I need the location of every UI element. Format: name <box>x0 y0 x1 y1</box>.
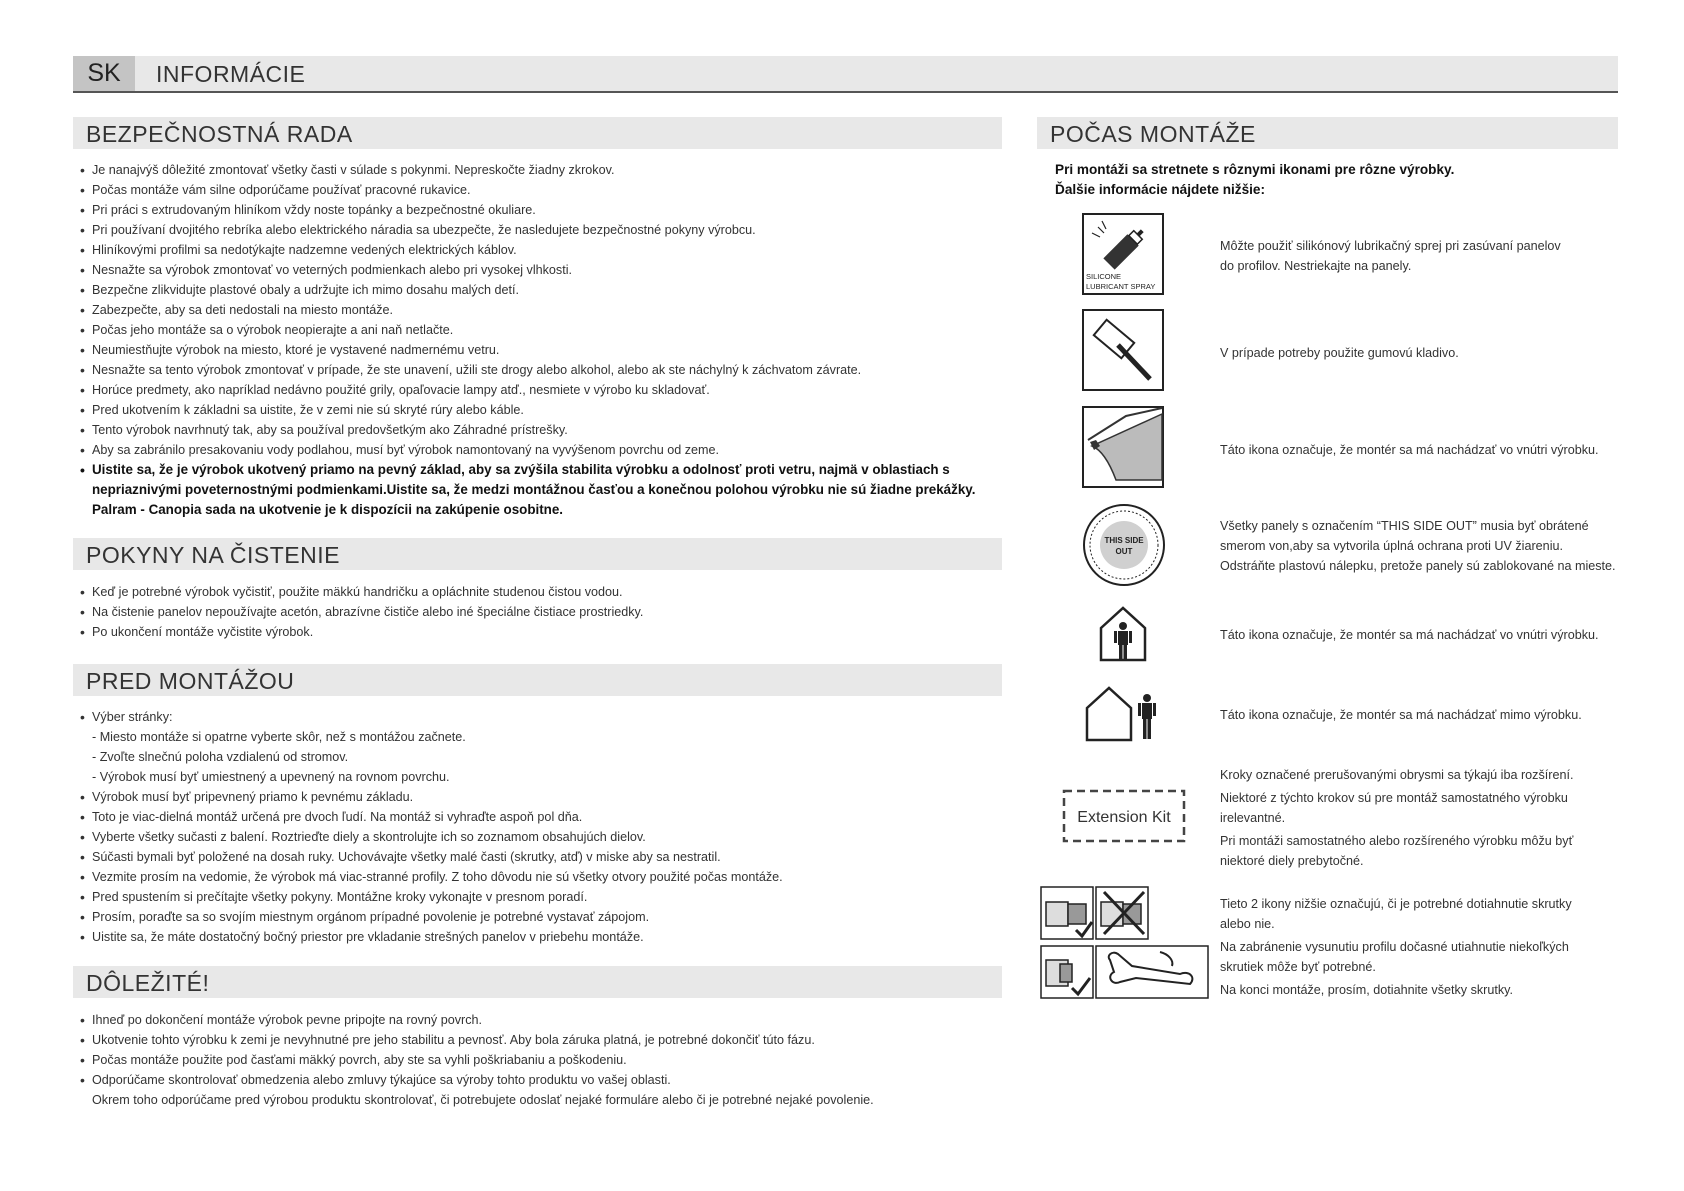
this-side-out-icon <box>1082 503 1166 587</box>
list-item: • Nesnažte sa tento výrobok zmontovať v prípade, že ste unavení, užili ste drogy alebo alkohol, alebo ak ste náchylný k záchvatom závrate. <box>78 360 975 380</box>
silicone-description <box>1220 236 1561 276</box>
extension-kit-label: Extension Kit <box>1077 809 1171 826</box>
list-subitem: - Výrobok musí byť umiestnený a upevnený na rovnom povrchu. <box>92 770 450 784</box>
desc-line: do profilov. Nestriekajte na panely. <box>1220 259 1412 273</box>
side-out-description <box>1220 516 1616 576</box>
list-item: • Toto je viac-dielná montáž určená pre dvoch ľudí. Na montáž si vyhraďte aspoň pol dňa. <box>78 807 783 827</box>
list-item: • Tento výrobok navrhnutý tak, aby sa používal predovšetkým ako Záhradné prístrešky. <box>78 420 975 440</box>
section-title: PRED MONTÁŽOU <box>86 668 295 694</box>
desc-line: V prípade potreby použite gumovú kladivo. <box>1220 346 1459 360</box>
list-item: • Pri práci s extrudovaným hliníkom vždy noste topánky a bezpečnostné okuliare. <box>78 200 975 220</box>
desc-line: smerom von,aby sa vytvorila úplná ochrana proti UV žiareniu. <box>1220 539 1563 553</box>
list-subitem: - Zvoľte slnečnú poloha vzdialenú od stromov. <box>92 750 349 764</box>
list-item: • Pred spustením si prečítajte všetky pokyny. Montážne kroky vykonajte v presnom poradí. <box>78 887 783 907</box>
section-header-safety <box>73 117 1002 149</box>
this-side-out-label-1: THIS SIDE <box>1104 536 1144 545</box>
list-item: • Počas montáže vám silne odporúčame používať pracovné rukavice. <box>78 180 975 200</box>
desc-line: Odstráňte plastovú nálepku, pretože panely sú zablokované na mieste. <box>1220 559 1616 573</box>
list-item: • Aby sa zabránilo presakovaniu vody podlahou, musí byť výrobok namontovaný na vyvýšenom povrchu od zeme. <box>78 440 975 460</box>
list-item: • Je nanajvýš dôležité zmontovať všetky časti v súlade s pokynmi. Nepreskočte žiadny zkrokov. <box>78 160 975 180</box>
list-item: • Pred ukotvením k základni sa uistite, že v zemi nie sú skryté rúry alebo káble. <box>78 400 975 420</box>
list-item: • Ihneď po dokončení montáže výrobok pevne pripojte na rovný povrch. <box>78 1010 874 1030</box>
desc-line: Táto ikona označuje, že montér sa má nachádzať mimo výrobku. <box>1220 708 1582 722</box>
section-title: POKYNY NA ČISTENIE <box>86 542 340 568</box>
rubber-mallet-icon <box>1082 309 1164 391</box>
before-list <box>78 707 783 947</box>
list-item: • Odporúčame skontrolovať obmedzenia alebo zmluvy týkajúce sa výroby tohto produktu vo vašej oblasti. <box>78 1070 874 1090</box>
list-item: • Na čistenie panelov nepoužívajte acetón, abrazívne čističe alebo iné špeciálne čistiace prostriedky. <box>78 602 643 622</box>
list-item: • Výber stránky: <box>78 707 783 727</box>
inside-description-2 <box>1220 625 1599 645</box>
person-outside-icon <box>1084 684 1160 742</box>
desc-line: skrutiek môže byť potrebné. <box>1220 960 1376 974</box>
desc-line: Tieto 2 ikony nižšie označujú, či je potrebné dotiahnutie skrutky <box>1220 897 1572 911</box>
person-inside-icon <box>1098 604 1148 662</box>
desc-line: alebo nie. <box>1220 917 1275 931</box>
desc-line: Na zabránenie vysunutiu profilu dočasné utiahnutie niekoľkých <box>1220 940 1569 954</box>
desc-line: Táto ikona označuje, že montér sa má nachádzať vo vnútri výrobku. <box>1220 628 1599 642</box>
section-header-during <box>1037 117 1618 149</box>
mallet-description <box>1220 343 1459 363</box>
desc-line: Pri montáži samostatného alebo rozšíreného výrobku môžu byť <box>1220 834 1574 848</box>
section-header-cleaning <box>73 538 1002 570</box>
desc-line: niektoré diely prebytočné. <box>1220 854 1364 868</box>
list-item: • Hliníkovými profilmi sa nedotýkajte nadzemne vedených elektrických káblov. <box>78 240 975 260</box>
intro-line: Pri montáži sa stretnete s rôznymi ikonami pre rôzne výrobky. <box>1055 162 1455 177</box>
list-item: • Počas jeho montáže sa o výrobok neopierajte a ani naň netlačte. <box>78 320 975 340</box>
this-side-out-label-2: OUT <box>1115 547 1133 556</box>
extension-kit-icon <box>1062 789 1186 843</box>
list-item-bold-continuation: nepriaznivými poveternostnými podmienkami.Uistite sa, že medzi montážnou časťou a konečnou polohou výrobku nie sú žiadne prekážky. <box>92 482 976 497</box>
cleaning-list <box>78 582 643 642</box>
desc-line: Na konci montáže, prosím, dotiahnite všetky skrutky. <box>1220 983 1514 997</box>
list-subitem: - Miesto montáže si opatrne vyberte skôr, než s montážou začnete. <box>92 730 466 744</box>
page-title: INFORMÁCIE <box>156 61 306 87</box>
extension-description <box>1220 765 1573 871</box>
silicone-label-1: SILICONE <box>1086 272 1122 281</box>
section-header-important <box>73 966 1002 998</box>
list-item: • Nesnažte sa výrobok zmontovať vo veterných podmienkach alebo pri vysokej vlhkosti. <box>78 260 975 280</box>
list-item: • Výrobok musí byť pripevnený priamo k pevnému základu. <box>78 787 783 807</box>
desc-line: Niektoré z týchto krokov sú pre montáž samostatného výrobku <box>1220 791 1568 805</box>
list-item: • Pri používaní dvojitého rebríka alebo elektrického náradia sa ubezpečte, že nasledujete bezpečnostné pokyny výrobcu. <box>78 220 975 240</box>
silicone-spray-icon <box>1082 213 1164 295</box>
outside-description <box>1220 705 1582 725</box>
list-item: • Počas montáže použite pod časťami mäkký povrch, aby ste sa vyhli poškriabaniu a poškodeniu. <box>78 1050 874 1070</box>
list-item: • Ukotvenie tohto výrobku k zemi je nevyhnutné pre jeho stabilitu a pevnosť. Aby bola záruka platná, je potrebné dokončiť túto fázu. <box>78 1030 874 1050</box>
desc-line: Kroky označené prerušovanými obrysmi sa týkajú iba rozšírení. <box>1220 768 1574 782</box>
silicone-label-2: LUBRICANT SPRAY <box>1086 282 1156 291</box>
inside-description-1 <box>1220 440 1599 460</box>
section-header-before <box>73 664 1002 696</box>
page-header <box>73 56 1618 93</box>
safety-list <box>78 160 975 520</box>
list-item: • Horúce predmety, ako napríklad nedávno použité grily, opaľovacie lampy atď., nesmiete v výrobo ku skladovať. <box>78 380 975 400</box>
list-item-bold: • Uistite sa, že je výrobok ukotvený priamo na pevný základ, aby sa zvýšila stabilita výrobku a odolnosť proti vetru, najmä v oblastiach s <box>78 460 975 480</box>
list-item: • Súčasti bymali byť položené na dosah ruky. Uchovávajte všetky malé časti (skrutky, atď) v miske aby sa nestratil. <box>78 847 783 867</box>
important-list <box>78 1010 874 1110</box>
list-item: • Po ukončení montáže vyčistite výrobok. <box>78 622 643 642</box>
language-code: SK <box>73 56 135 91</box>
desc-line: Všetky panely s označením “THIS SIDE OUT” musia byť obrátené <box>1220 519 1589 533</box>
during-intro <box>1055 160 1454 200</box>
screw-tighten-icons <box>1040 886 1210 1000</box>
list-item: • Vezmite prosím na vedomie, že výrobok má viac-stranné profily. Z toho dôvodu nie sú všetky otvory použité počas montáže. <box>78 867 783 887</box>
desc-line: Môžte použiť silikónový lubrikačný sprej pri zasúvaní panelov <box>1220 239 1561 253</box>
list-item: • Zabezpečte, aby sa deti nedostali na miesto montáže. <box>78 300 975 320</box>
list-item: • Vyberte všetky sučasti z balení. Roztrieďte diely a skontrolujte ich so zoznamom obsahujúch dielov. <box>78 827 783 847</box>
section-title: BEZPEČNOSTNÁ RADA <box>86 121 353 147</box>
section-title: POČAS MONTÁŽE <box>1050 121 1256 147</box>
section-title: DÔLEŽITÉ! <box>86 970 210 996</box>
panel-insert-icon <box>1082 406 1164 488</box>
list-item-bold-continuation: Palram - Canopia sada na ukotvenie je k dispozícii na zakúpenie osobitne. <box>92 502 564 517</box>
intro-line: Ďalšie informácie nájdete nižšie: <box>1055 182 1266 197</box>
list-item: • Bezpečne zlikvidujte plastové obaly a udržujte ich mimo dosahu malých detí. <box>78 280 975 300</box>
desc-line: irelevantné. <box>1220 811 1286 825</box>
list-item: • Prosím, poraďte sa so svojím miestnym orgánom prípadné povolenie je potrebné vystavať zápojom. <box>78 907 783 927</box>
screws-description <box>1220 894 1572 1000</box>
list-item-continuation: Okrem toho odporúčame pred výrobou produktu skontrolovať, či potrebujete odoslať nejaké formuláre alebo či je potrebné nejaké povolenie. <box>92 1093 874 1107</box>
desc-line: Táto ikona označuje, že montér sa má nachádzať vo vnútri výrobku. <box>1220 443 1599 457</box>
list-item: • Uistite sa, že máte dostatočný bočný priestor pre vkladanie strešných panelov v priebehu montáže. <box>78 927 783 947</box>
list-item: • Keď je potrebné výrobok vyčistiť, použite mäkkú handričku a opláchnite studenou čistou vodou. <box>78 582 643 602</box>
list-item: • Neumiestňujte výrobok na miesto, ktoré je vystavené nadmernému vetru. <box>78 340 975 360</box>
